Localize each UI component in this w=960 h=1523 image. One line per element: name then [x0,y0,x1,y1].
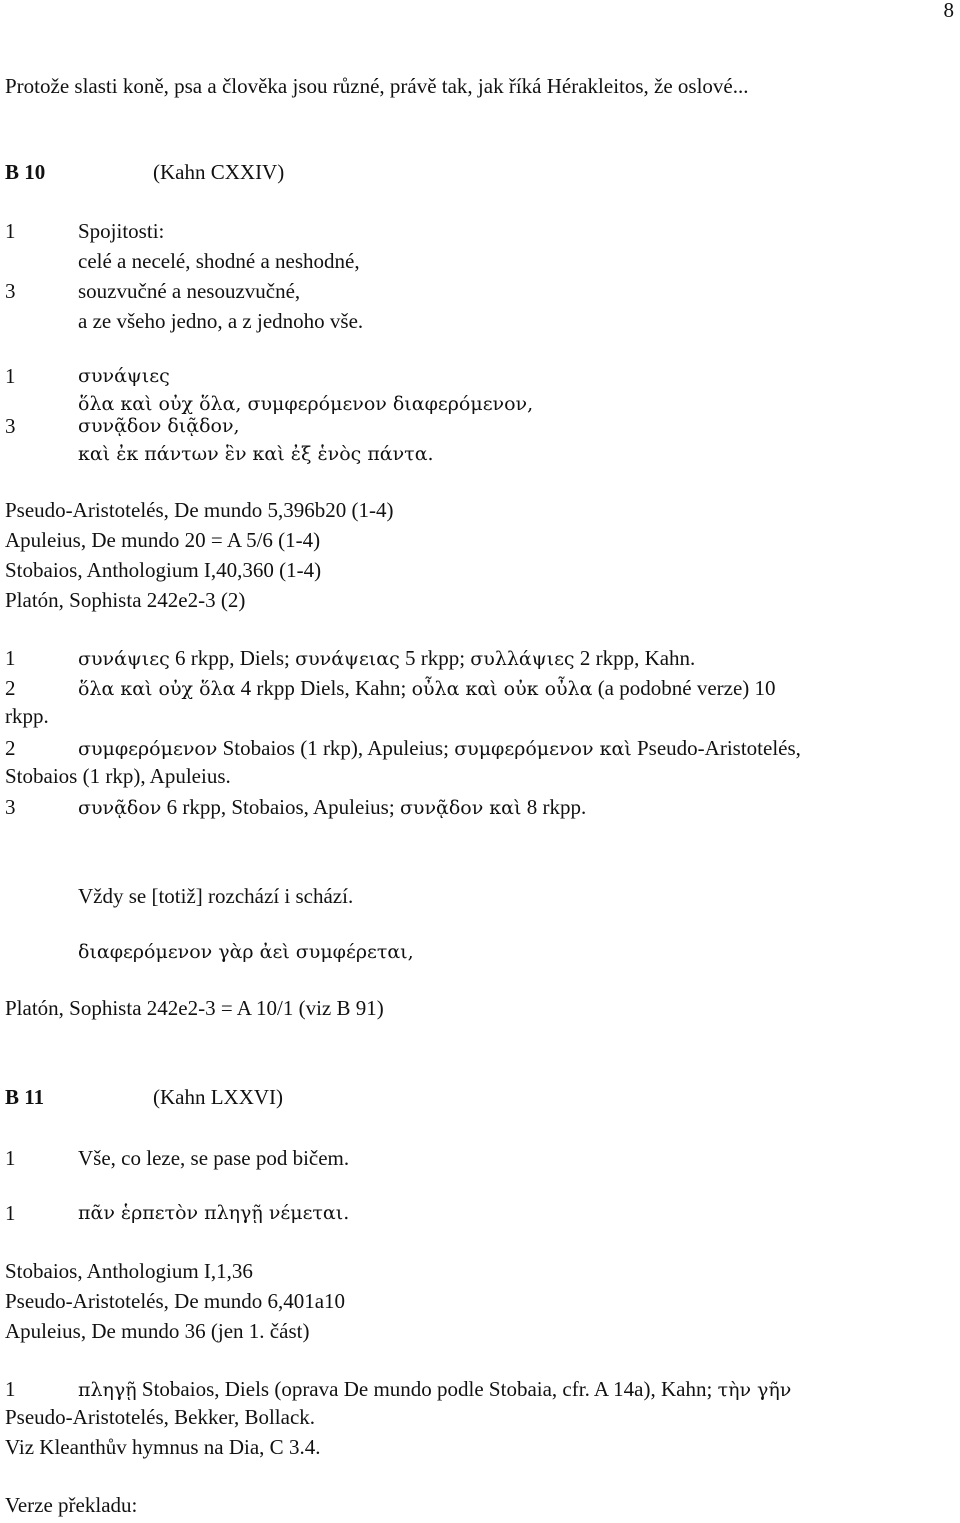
translation-line: Vždy se [totiž] rozchází i schází. [78,884,354,908]
source-line: Apuleius, De mundo 36 (jen 1. část) [5,1319,310,1343]
greek-variant: συλλάψιες [470,648,575,670]
greek-variant: ὅλα καὶ οὐχ ὅλα [78,678,236,700]
source-line: Pseudo-Aristotelés, De mundo 5,396b20 (1-4) [5,498,394,522]
fragment-ref-b11: (Kahn LXXVI) [153,1085,284,1109]
apparatus-text: 6 rkpp, Diels; [169,646,296,670]
apparatus-number: 2 [5,736,16,760]
apparatus-text: (a podobné verze) 10 [592,676,776,700]
translation-version-label: Verze překladu: [5,1493,138,1517]
intro-text: Protože slasti koně, psa a člověka jsou různé, právě tak, jak říká Hérakleitos, že oslové... [5,74,749,98]
apparatus-line [78,736,801,761]
greek-variant: συμφερόμενον [78,738,218,760]
apparatus-number: 1 [5,1377,16,1401]
page-number: 8 [943,0,954,22]
apparatus-continuation: Viz Kleanthův hymnus na Dia, C 3.4. [5,1435,321,1459]
apparatus-continuation: Pseudo-Aristotelés, Bekker, Bollack. [5,1405,316,1429]
greek-variant: συμφερόμενον καὶ [454,738,632,760]
apparatus-text: 6 rkpp, Stobaios, Apuleius; [161,795,400,819]
translation-line: souzvučné a nesouzvučné, [78,279,301,303]
greek-variant: συνᾷδον καὶ [399,797,522,819]
apparatus-line [78,795,586,820]
greek-variant: οὖλα καὶ οὐκ οὖλα [411,678,593,700]
fragment-label-b10: B 10 [5,160,46,184]
greek-line: ὅλα καὶ οὐχ ὅλα, συμφερόμενον διαφερόμενον, [78,393,534,415]
fragment-label-b11: B 11 [5,1085,45,1109]
fragment-ref-b10: (Kahn CXXIV) [153,160,285,184]
apparatus-text: Pseudo-Aristotelés, [631,736,801,760]
apparatus-line [78,676,776,701]
line-number: 1 [5,1146,16,1170]
apparatus-number: 3 [5,795,16,819]
translation-line: celé a necelé, shodné a neshodné, [78,249,360,273]
line-number: 1 [5,1201,16,1225]
line-number: 3 [5,279,16,303]
translation-line: Vše, co leze, se pase pod bičem. [78,1146,350,1170]
line-number: 1 [5,364,16,388]
line-number: 1 [5,219,16,243]
apparatus-text: Stobaios, Diels (oprava De mundo podle Stobaia, cfr. A 14a), Kahn; [136,1377,718,1401]
apparatus-text: 5 rkpp; [399,646,471,670]
greek-variant: συνᾷδον [78,797,162,819]
apparatus-number: 2 [5,676,16,700]
apparatus-line [78,1377,791,1402]
apparatus-continuation: Stobaios (1 rkp), Apuleius. [5,764,231,788]
apparatus-text: 2 rkpp, Kahn. [574,646,696,670]
source-line: Pseudo-Aristotelés, De mundo 6,401a10 [5,1289,346,1313]
greek-line: καὶ ἐκ πάντων ἓν καὶ ἐξ ἑνὸς πάντα. [78,443,434,465]
apparatus-line [78,646,695,671]
source-line: Platón, Sophista 242e2-3 = A 10/1 (viz B 91) [5,996,384,1020]
greek-line: πᾶν ἑρπετὸν πληγῇ νέμεται. [78,1202,350,1224]
greek-variant: πληγῇ [78,1379,137,1401]
apparatus-continuation: rkpp. [5,704,49,728]
source-line: Stobaios, Anthologium I,1,36 [5,1259,253,1283]
apparatus-number: 1 [5,646,16,670]
translation-line: a ze všeho jedno, a z jednoho vše. [78,309,364,333]
apparatus-text: 8 rkpp. [521,795,587,819]
apparatus-text: 4 rkpp Diels, Kahn; [235,676,412,700]
greek-variant: συνάψιες [78,648,170,670]
translation-line: Spojitosti: [78,219,165,243]
greek-line: διαφερόμενον γὰρ ἀεὶ συμφέρεται, [78,941,414,963]
greek-variant: συνάψειας [295,648,400,670]
source-line: Apuleius, De mundo 20 = A 5/6 (1-4) [5,528,321,552]
greek-line: συνᾷδον διᾷδον, [78,415,240,437]
line-number: 3 [5,414,16,438]
source-line: Platón, Sophista 242e2-3 (2) [5,588,246,612]
greek-line: συνάψιες [78,365,170,387]
apparatus-text: Stobaios (1 rkp), Apuleius; [217,736,455,760]
source-line: Stobaios, Anthologium I,40,360 (1-4) [5,558,322,582]
greek-variant: τὴν γῆν [717,1379,792,1401]
